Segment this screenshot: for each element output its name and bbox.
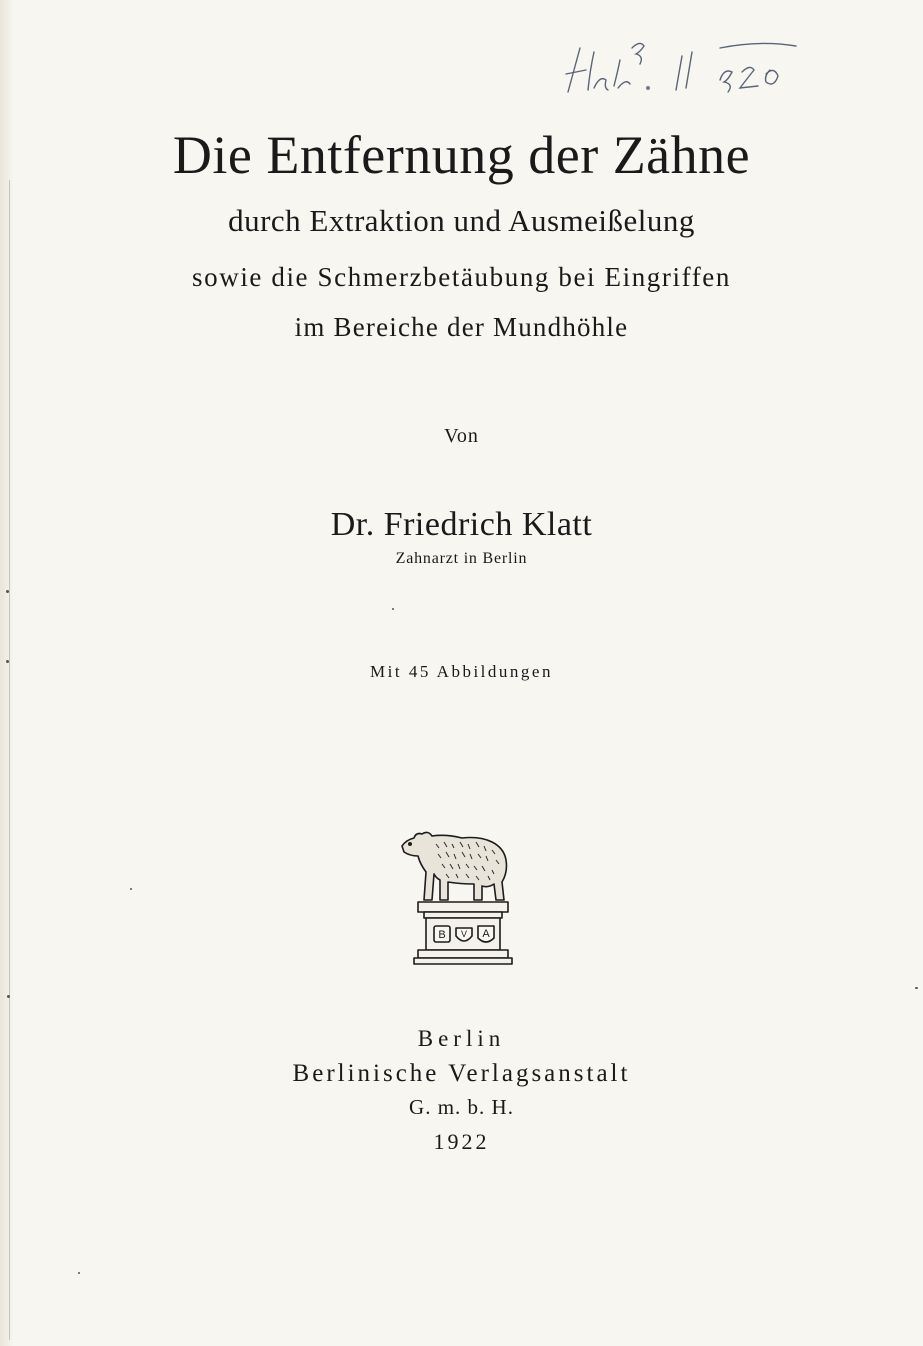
paper-speck <box>915 987 918 989</box>
page-edge-line <box>9 180 10 1340</box>
paper-speck <box>6 660 9 663</box>
byline: Von <box>444 425 479 447</box>
paper-speck <box>6 590 9 593</box>
paper-speck <box>7 995 10 998</box>
imprint-place: Berlin <box>417 1026 506 1051</box>
paper-speck <box>78 1272 80 1274</box>
subtitle-line-3: im Bereiche der Mundhöhle <box>294 312 629 342</box>
paper-speck <box>392 608 394 610</box>
imprint-year: 1922 <box>433 1129 490 1154</box>
subtitle-line-2: sowie die Schmerzbetäubung bei Eingriffen <box>192 262 731 292</box>
paper-speck <box>130 888 132 890</box>
book-title: Die Entfernung der Zähne <box>172 125 751 185</box>
illustrations-note: Mit 45 Abbildungen <box>370 662 553 681</box>
subtitle-line-1: durch Extraktion und Ausmeißelung <box>228 203 695 238</box>
imprint-publisher: Berlinische Verlagsanstalt <box>292 1060 631 1087</box>
imprint-company-form: G. m. b. H. <box>409 1095 514 1119</box>
logo-letter-v: V <box>460 929 468 939</box>
handwritten-shelfmark <box>560 30 800 100</box>
logo-letter-a: A <box>482 928 490 940</box>
bear-on-pedestal-icon <box>396 822 526 972</box>
author-role: Zahnarzt in Berlin <box>395 550 528 567</box>
logo-letter-b: B <box>438 929 446 941</box>
author-name: Dr. Friedrich Klatt <box>330 506 593 543</box>
